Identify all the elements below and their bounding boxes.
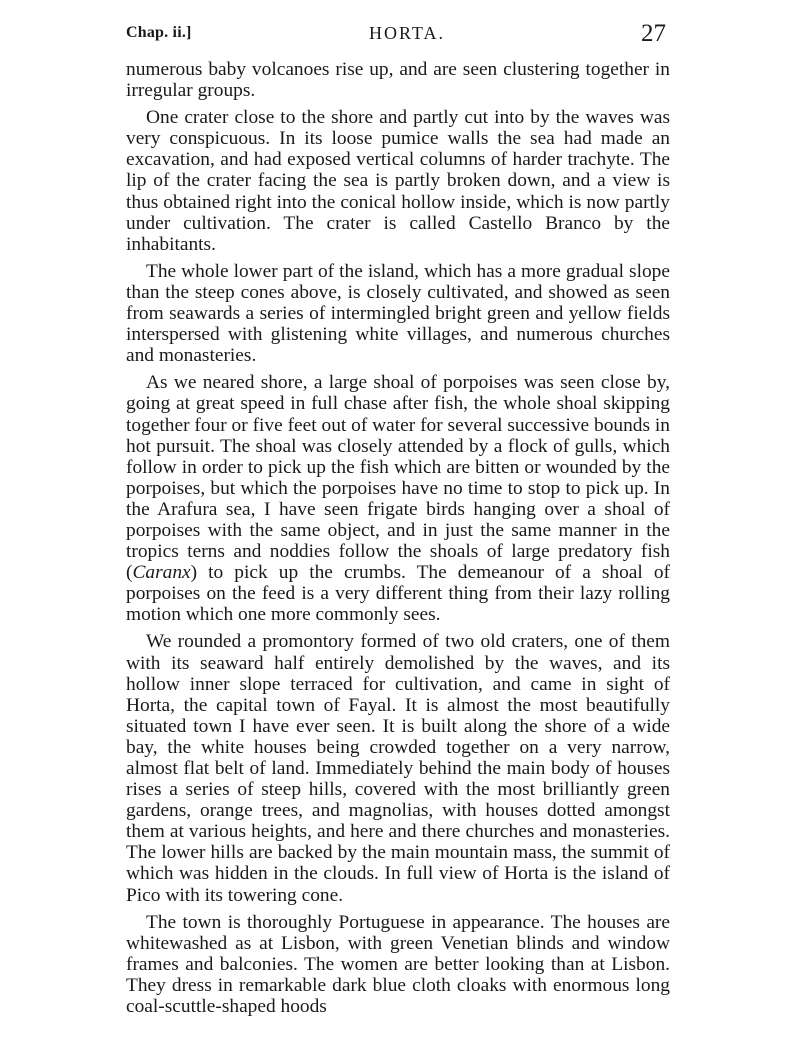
body-text [126,59,670,1017]
paragraph-crater: One crater close to the shore and partly cut into by the waves was very conspicuous. In its loose pumice walls the sea had made an excavation, and had exposed vertical columns of harder trachyte. The lip of the crater facing the sea is partly broken down, and a view is thus obtained right into the conical hollow inside, which is now partly under cultivation. The crater is called Castello Branco by the inhabitants. [126,107,670,255]
paragraph-continued: numerous baby volcanoes rise up, and are seen clustering together in irregular groups. [126,59,670,102]
caranx-italic: Caranx [132,562,191,584]
porpoises-text-after: ) to pick up the crumbs. The demeanour of a shoal of porpoises on the feed is a very different thing from their lazy rolling motion which one more commonly sees. [126,562,670,626]
paragraph-porpoises [126,372,670,625]
paragraph-lower-island: The whole lower part of the island, which has a more gradual slope than the steep cones above, is closely cultivated, and showed as seen from seawards a series of intermingled bright green and yellow fields interspersed with glistening white villages, and numerous churches and monasteries. [126,260,670,367]
page-number: 27 [641,20,666,47]
porpoises-text-before: As we neared shore, a large shoal of porpoises was seen close by, going at great speed in full chase after fish, the whole shoal skipping together four or five feet out of water for several successive bounds in hot pursuit. The shoal was closely attended by a flock of gulls, which follow in order to pick up the fish which are bitten or wounded by the porpoises, but which the porpoises have no time to stop to pick up. In the Arafura sea, I have seen frigate birds hanging over a shoal of porpoises with the same object, and in just the same manner in the tropics terns and noddies follow the shoals of large predatory fish ( [126,372,670,584]
page-title: HORTA. [369,23,445,43]
chapter-label: Chap. ii.] [126,24,192,41]
paragraph-town: The town is thoroughly Portuguese in appearance. The houses are whitewashed as at Lisbon, with green Venetian blinds and window frames and balconies. The women are better looking than at Lisbon. They dress in remarkable dark blue cloth cloaks with enormous long coal-scuttle-shaped hoods [126,911,670,1018]
paragraph-horta: We rounded a promontory formed of two old craters, one of them with its seaward half entirely demolished by the waves, and its hollow inner slope terraced for cultivation, and came in sight of Horta, the capital town of Fayal. It is almost the most beautifully situated town I have ever seen. It is built along the shore of a wide bay, the white houses being crowded together on a very narrow, almost flat belt of land. Immediately behind the main body of houses rises a series of steep hills, covered with the most brilliantly green gardens, orange trees, and magnolias, with houses dotted amongst them at various heights, and here and there churches and monasteries. The lower hills are backed by the main mountain mass, the summit of which was hidden in the clouds. In full view of Horta is the island of Pico with its towering cone. [126,631,670,906]
running-head [126,22,666,52]
